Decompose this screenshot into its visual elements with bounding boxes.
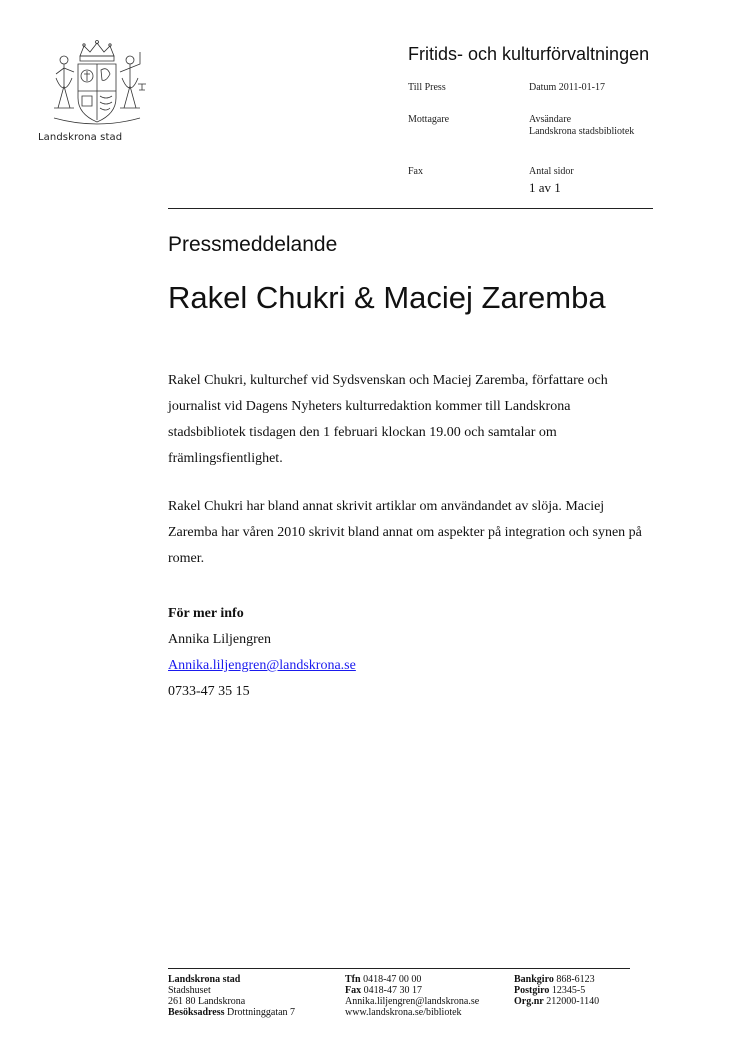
- footer-org-name: Landskrona stad: [168, 974, 241, 985]
- footer-tel-label: Tfn: [345, 974, 361, 985]
- mottagare-label: Mottagare: [408, 114, 450, 125]
- date: Datum 2011-01-17: [529, 82, 606, 93]
- paragraph: Rakel Chukri, kulturchef vid Sydsvenskan och Maciej Zaremba, författare och journalist vid Dagens Nyheters kulturredaktion kommer till Landskrona stadsbibliotek tisdagen den 1 februari klockan 19.00 och samtalar om främlingsfientlighet.: [168, 373, 608, 466]
- pages-label: Antal sidor: [529, 166, 574, 177]
- recipient: Till Press: [408, 82, 446, 93]
- footer-line: Stadshuset: [168, 985, 211, 996]
- body-text: [168, 368, 648, 572]
- contact-name: Annika Liljengren: [168, 632, 272, 647]
- footer-bankgiro-label: Bankgiro: [514, 974, 554, 985]
- footer-postgiro-value: 12345-5: [551, 985, 586, 996]
- footer-contact: [345, 974, 479, 1018]
- contact-heading: För mer info: [168, 606, 244, 621]
- footer-visit-value: Drottninggatan 7: [227, 1007, 296, 1018]
- paragraph: Rakel Chukri har bland annat skrivit artiklar om användandet av slöja. Maciej Zaremba har våren 2010 skrivit bland annat om aspekter på integration och synen på romer.: [168, 499, 642, 566]
- footer-line: 261 80 Landskrona: [168, 996, 246, 1007]
- coat-of-arms-icon: [44, 38, 150, 130]
- footer-divider: [168, 968, 630, 969]
- footer-postgiro-label: Postgiro: [514, 985, 550, 996]
- footer-fax-value: 0418-47 30 17: [363, 985, 422, 996]
- footer-fax-label: Fax: [345, 985, 362, 996]
- department-name: Fritids- och kulturförvaltningen: [408, 44, 650, 64]
- city-logo: [38, 38, 156, 143]
- contact-phone: 0733-47 35 15: [168, 684, 250, 699]
- header-divider: [168, 208, 653, 209]
- sender-label: Avsändare: [529, 114, 572, 125]
- footer-orgnr-label: Org.nr: [514, 996, 544, 1007]
- footer-bankgiro-value: 868-6123: [556, 974, 595, 985]
- footer-address: [168, 974, 295, 1018]
- footer-email: Annika.liljengren@landskrona.se: [345, 996, 480, 1007]
- fax-label: Fax: [408, 166, 423, 177]
- footer-tel-value: 0418-47 00 00: [363, 974, 422, 985]
- footer-visit-label: Besöksadress: [168, 1007, 225, 1018]
- document-kind: Pressmeddelande: [168, 233, 338, 256]
- contact-email-link[interactable]: Annika.liljengren@landskrona.se: [168, 658, 356, 673]
- logo-text: Landskrona stad: [38, 132, 123, 143]
- footer-orgnr-value: 212000-1140: [546, 996, 600, 1007]
- sender-value: Landskrona stadsbibliotek: [529, 126, 635, 137]
- footer-web: www.landskrona.se/bibliotek: [345, 1007, 462, 1018]
- footer-finance: [514, 974, 599, 1007]
- page-title: Rakel Chukri & Maciej Zaremba: [168, 280, 606, 315]
- pages-value: 1 av 1: [529, 180, 561, 195]
- contact-block: [168, 601, 356, 705]
